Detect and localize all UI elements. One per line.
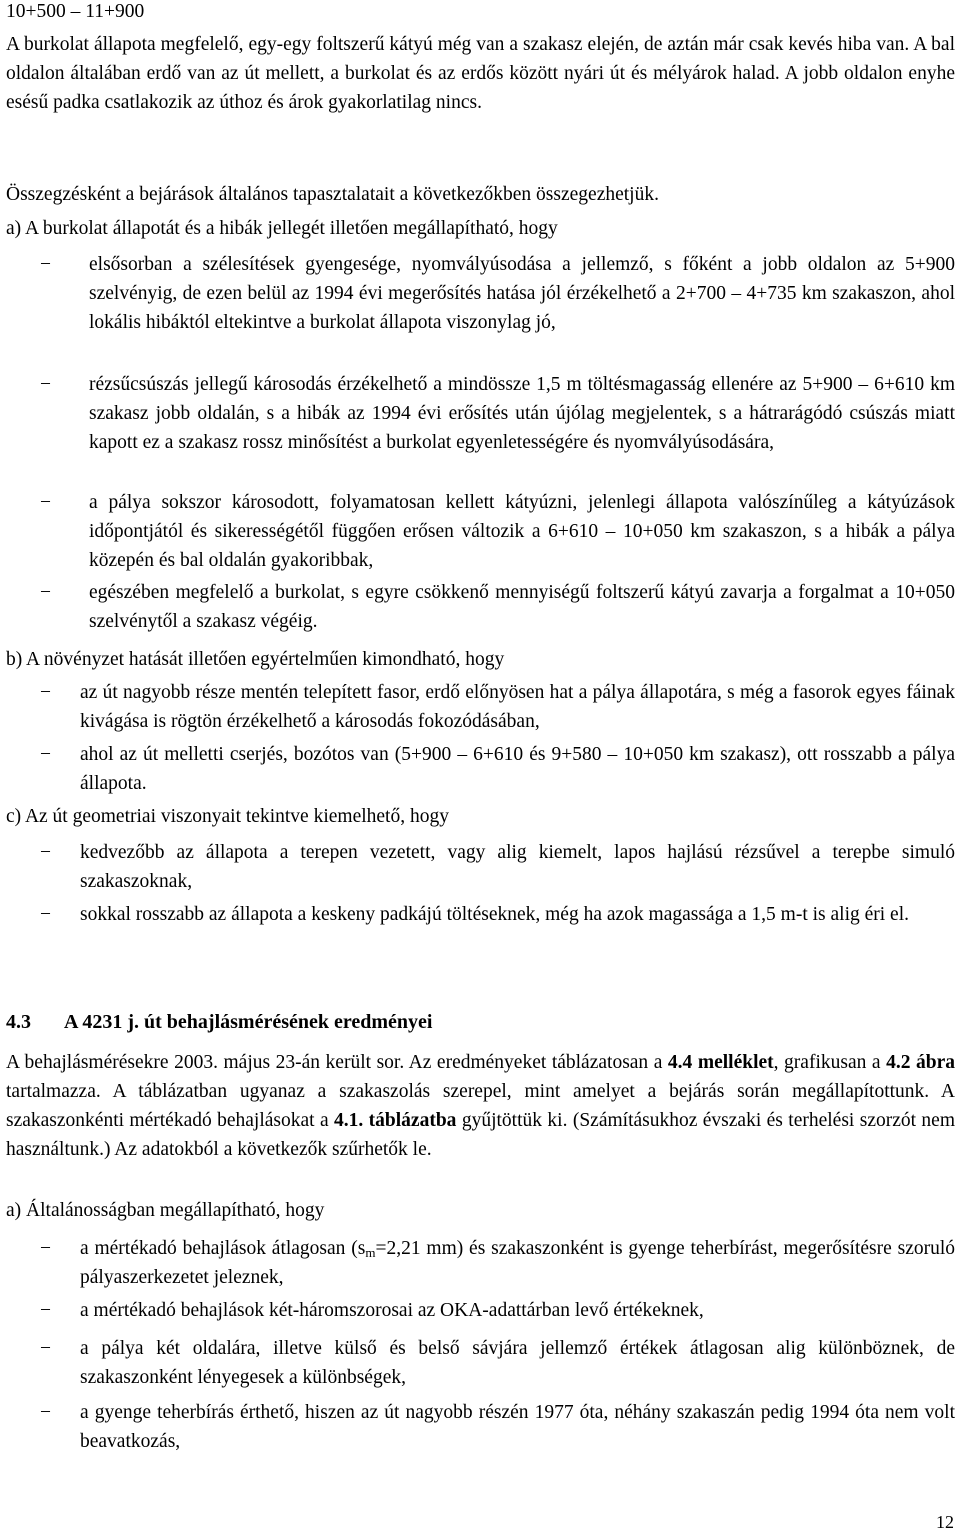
- results-text: A behajlásmérésekre 2003. május 23-án került sor. Az eredményeket táblázatosan a: [6, 1052, 668, 1073]
- section-range-label: 10+500 – 11+900: [6, 1, 145, 22]
- figure-reference: 4.2 ábra: [886, 1052, 956, 1073]
- summary-sentence: Összegzésként a bejárások általános tapasztalatait a következőkben összegezhetjük.: [6, 184, 659, 205]
- bullet-dash: −: [40, 492, 51, 513]
- general-item: a mértékadó behajlások két-háromszorosai az OKA-adattárban levő értékeknek,: [80, 1300, 704, 1321]
- bullet-dash: −: [40, 582, 51, 603]
- bullet-dash: −: [40, 744, 51, 765]
- part-c-item: sokkal rosszabb az állapota a keskeny padkájú töltéseknek, még ha azok magassága a 1,5 m-t is alig éri el.: [80, 904, 910, 925]
- bullet-dash: −: [40, 842, 51, 863]
- general-item-text: a mértékadó behajlások átlagosan (s: [80, 1238, 366, 1259]
- subscript-m: m: [365, 1245, 376, 1260]
- part-c-lead: c) Az út geometriai viszonyait tekintve kiemelhető, hogy: [6, 806, 449, 827]
- bullet-dash: −: [40, 1402, 51, 1423]
- appendix-reference: 4.4 melléklet: [667, 1052, 774, 1073]
- results-text: , grafikusan a: [773, 1052, 887, 1073]
- part-c-item: kedvezőbb az állapota a terepen vezetett, vagy alig kiemelt, lapos hajlású rézsűvel a terepbe simuló szakaszoknak,: [80, 842, 955, 892]
- bullet-dash: −: [40, 904, 51, 925]
- bullet-dash: −: [40, 1238, 51, 1259]
- part-a-item: egészében megfelelő a burkolat, s egyre csökkenő mennyiségű foltszerű kátyú zavarja a forgalmat a 10+050 szelvénytől a szakasz végéig.: [89, 582, 955, 632]
- part-b-item: ahol az út melletti cserjés, bozótos van (5+900 – 6+610 és 9+580 – 10+050 km szakasz), ott rosszabb a pálya állapota.: [80, 744, 955, 794]
- section-heading-title: A 4231 j. út behajlásmérésének eredményei: [64, 1011, 433, 1033]
- results-text: tartalmazza. A táblázatban ugyanaz a szakaszolás szerepel, mint amelyet a bejárás során megállapítottunk. A szakaszonkénti mértékadó behajlásokat a: [6, 1081, 955, 1131]
- bullet-dash: −: [40, 254, 51, 275]
- intro-paragraph: A burkolat állapota megfelelő, egy-egy foltszerű kátyú még van a szakasz elején, de aztán már csak kevés hiba van. A bal oldalon általában erdő van az út mellett, a burkolat és az erdős között nyári út és mélyárok halad. A jobb oldalon enyhe esésű padka csatlakozik az úthoz és árok gyakorlatilag nincs.: [6, 34, 955, 113]
- bullet-dash: −: [40, 682, 51, 703]
- part-b-item: az út nagyobb része mentén telepített fasor, erdő előnyösen hat a pálya állapotára, s még a fasorok egyes fáinak kivágása is rögtön érzékelhető a károsodás fokozódásában,: [80, 682, 955, 732]
- part-b-lead: b) A növényzet hatását illetően egyértelműen kimondható, hogy: [6, 649, 505, 670]
- part-a-item: elsősorban a szélesítések gyengesége, nyomvályúsodása a jellemző, s főként a jobb oldalon az 5+900 szelvényig, de ezen belül az 1994 évi megerősítés hatása jól érzékelhető a 2+700 – 4+735 km szakaszon, ahol lokális hibáktól eltekintve a burkolat állapota viszonylag jó,: [89, 254, 955, 333]
- results-paragraph: [6, 1048, 955, 1164]
- bullet-dash: −: [40, 1338, 51, 1359]
- bullet-dash: −: [40, 374, 51, 395]
- general-item: [80, 1234, 955, 1292]
- results-text: gyűjtöttük ki. (Számításukhoz évszaki és terhelési szorzót nem használtunk.) Az adatokból a következők szűrhetők le.: [6, 1110, 956, 1160]
- section-heading: [6, 1008, 432, 1037]
- general-lead: a) Általánosságban megállapítható, hogy: [6, 1200, 325, 1221]
- general-item-text: =2,21 mm) és szakaszonként is gyenge teherbírást, megerősítésre szoruló pályaszerkezetet jeleznek,: [80, 1238, 956, 1288]
- section-heading-number: 4.3: [6, 1011, 31, 1033]
- table-reference: 4.1. táblázatba: [334, 1110, 457, 1131]
- page-number: 12: [936, 1512, 954, 1532]
- bullet-dash: −: [40, 1300, 51, 1321]
- part-a-item: rézsűcsúszás jellegű károsodás érzékelhető a mindössze 1,5 m töltésmagasság ellenére az 5+900 – 6+610 km szakasz jobb oldalán, s a hibák az 1994 évi erősítés után újólag megjelentek, s a hátrarágódó csúszás miatt kapott ez a szakasz rossz minősítést a burkolat egyenletességére és nyomvályúsodására,: [89, 374, 955, 453]
- part-a-lead: a) A burkolat állapotát és a hibák jellegét illetően megállapítható, hogy: [6, 218, 558, 239]
- part-a-item: a pálya sokszor károsodott, folyamatosan kellett kátyúzni, jelenlegi állapota valószínűleg a kátyúzások időpontjától és sikerességétől függően erősen változik a 6+610 – 10+050 km szakaszon, s a hibák a pálya közepén és bal oldalán gyakoribbak,: [89, 492, 955, 571]
- general-item: a gyenge teherbírás érthető, hiszen az út nagyobb részén 1977 óta, néhány szakaszán pedig 1994 óta nem volt beavatkozás,: [80, 1402, 955, 1452]
- general-item: a pálya két oldalára, illetve külső és belső sávjára jellemző értékek átlagosan alig különböznek, de szakaszonként lényegesek a különbségek,: [80, 1338, 955, 1388]
